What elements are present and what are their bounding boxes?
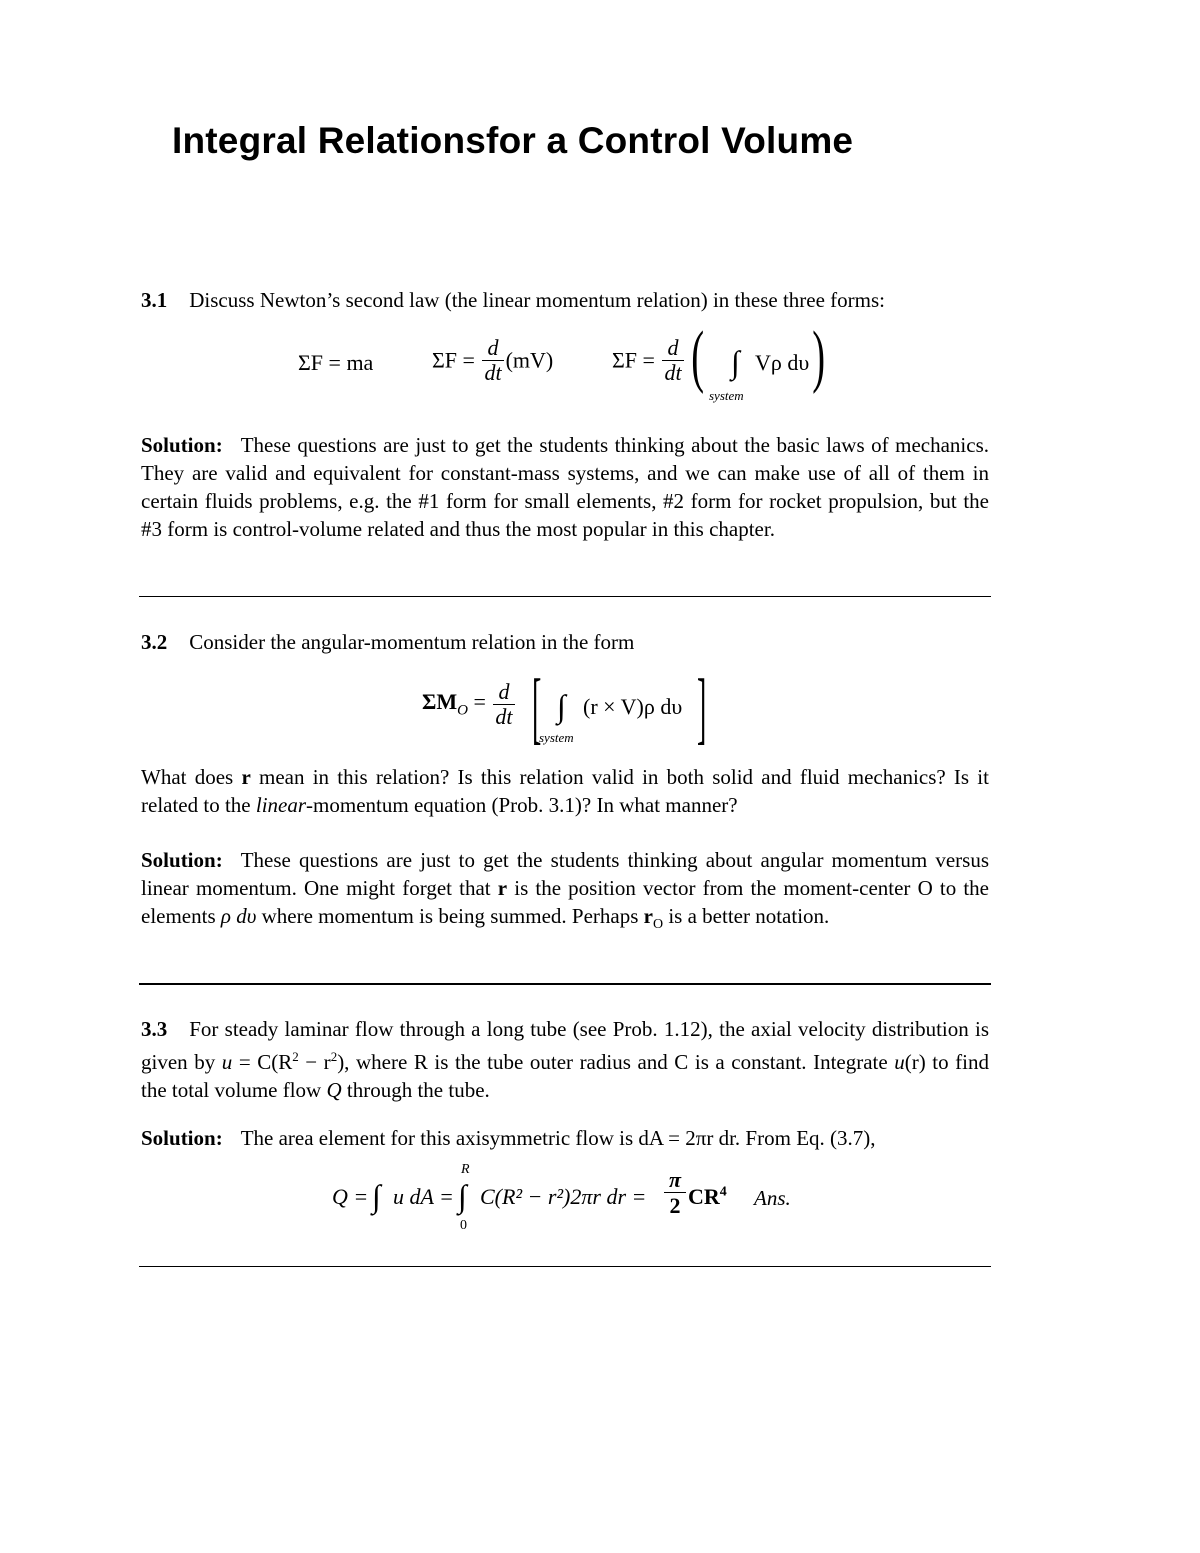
equation-newton-3-body: Vρ dυ — [755, 350, 810, 375]
problem-3-2-followup: What does r mean in this relation? Is this relation valid in both solid and fluid mechanics? Is it related to the linear-momentum equation (Prob. 3.1)? In what manner? — [141, 765, 989, 817]
solution-label: Solution: — [141, 433, 223, 457]
problem-3-2-solution: Solution: These questions are just to get the students thinking about angular momentum versus linear momentum. One might forget that r is the position vector from the moment-center O to the elements ρ dυ where momentum is being summed. Perhaps $r_O$ is a better notation. — [141, 848, 989, 933]
section-divider — [139, 596, 991, 597]
page-title: Integral Relationsfor a Control Volume — [172, 120, 854, 161]
problem-number: 3.3 — [141, 1017, 168, 1041]
problem-number: 3.1 — [141, 288, 168, 312]
left-bracket: [ — [532, 664, 542, 752]
integral-sign-definite: ∫ — [458, 1178, 467, 1214]
equation-newton-1: ΣF = ma — [298, 350, 374, 375]
equation-integrand: C(R² − r²)2πr dr = — [480, 1184, 647, 1209]
integral-lower-limit: 0 — [460, 1218, 467, 1233]
integral-subscript: system — [709, 388, 744, 403]
integral-sign: ∫ — [557, 688, 566, 724]
integral-subscript: system — [539, 730, 574, 745]
equation-volume-flow: Q = — [332, 1184, 369, 1209]
integral-upper-limit: R — [461, 1162, 470, 1177]
equation-angular-body: (r × V)ρ dυ — [583, 694, 683, 719]
problem-number: 3.2 — [141, 630, 168, 654]
section-divider — [139, 1266, 991, 1267]
problem-3-3-question: 3.3 For steady laminar flow through a long tube (see Prob. 1.12), the axial velocity distribution is given by $u = C(R^2 - r^2)$, where R is the tube outer radius and C is a constant. Integrate u(r) to find the total volume flow Q through the tube. — [141, 1017, 990, 1102]
equation-u-dA: u dA = — [393, 1184, 454, 1209]
equation-newton-3: ΣF = $\frac{d}{dt}$ — [612, 335, 682, 385]
integral-sign: ∫ — [731, 344, 740, 380]
result-cr4: $CR^4$ — [688, 1184, 727, 1209]
equation-newton-2: ΣF = $\frac{d}{dt}$ (mV) — [432, 335, 554, 385]
integral-sign: ∫ — [372, 1178, 381, 1214]
left-paren: ( — [691, 318, 705, 395]
answer-label: Ans. — [754, 1186, 791, 1210]
problem-3-2-question: 3.2 Consider the angular-momentum relation in the form — [141, 630, 635, 654]
right-paren: ) — [812, 318, 826, 395]
problem-3-1-solution: Solution: These questions are just to get the students thinking about the basic laws of mechanics. They are valid and equivalent for constant-mass systems, and we can make use of all of them in certain fluids problems, e.g. the #1 form for small elements, #2 form for rocket propulsion, but the #3 form is control-volume related and thus the most popular in this chapter. — [141, 433, 989, 541]
equation-angular-momentum: $\Sigma M_O$ = $\frac{d}{dt}$ — [422, 679, 513, 729]
solution-label: Solution: — [141, 848, 223, 872]
problem-3-1-question: 3.1 Discuss Newton’s second law (the linear momentum relation) in these three forms: — [141, 288, 885, 312]
right-bracket: ] — [697, 664, 707, 752]
section-divider — [139, 983, 991, 985]
solution-label: Solution: — [141, 1126, 223, 1150]
problem-3-3-solution: Solution: The area element for this axisymmetric flow is dA = 2πr dr. From Eq. (3.7), — [141, 1126, 876, 1150]
result-fraction: π 2 — [664, 1168, 686, 1219]
